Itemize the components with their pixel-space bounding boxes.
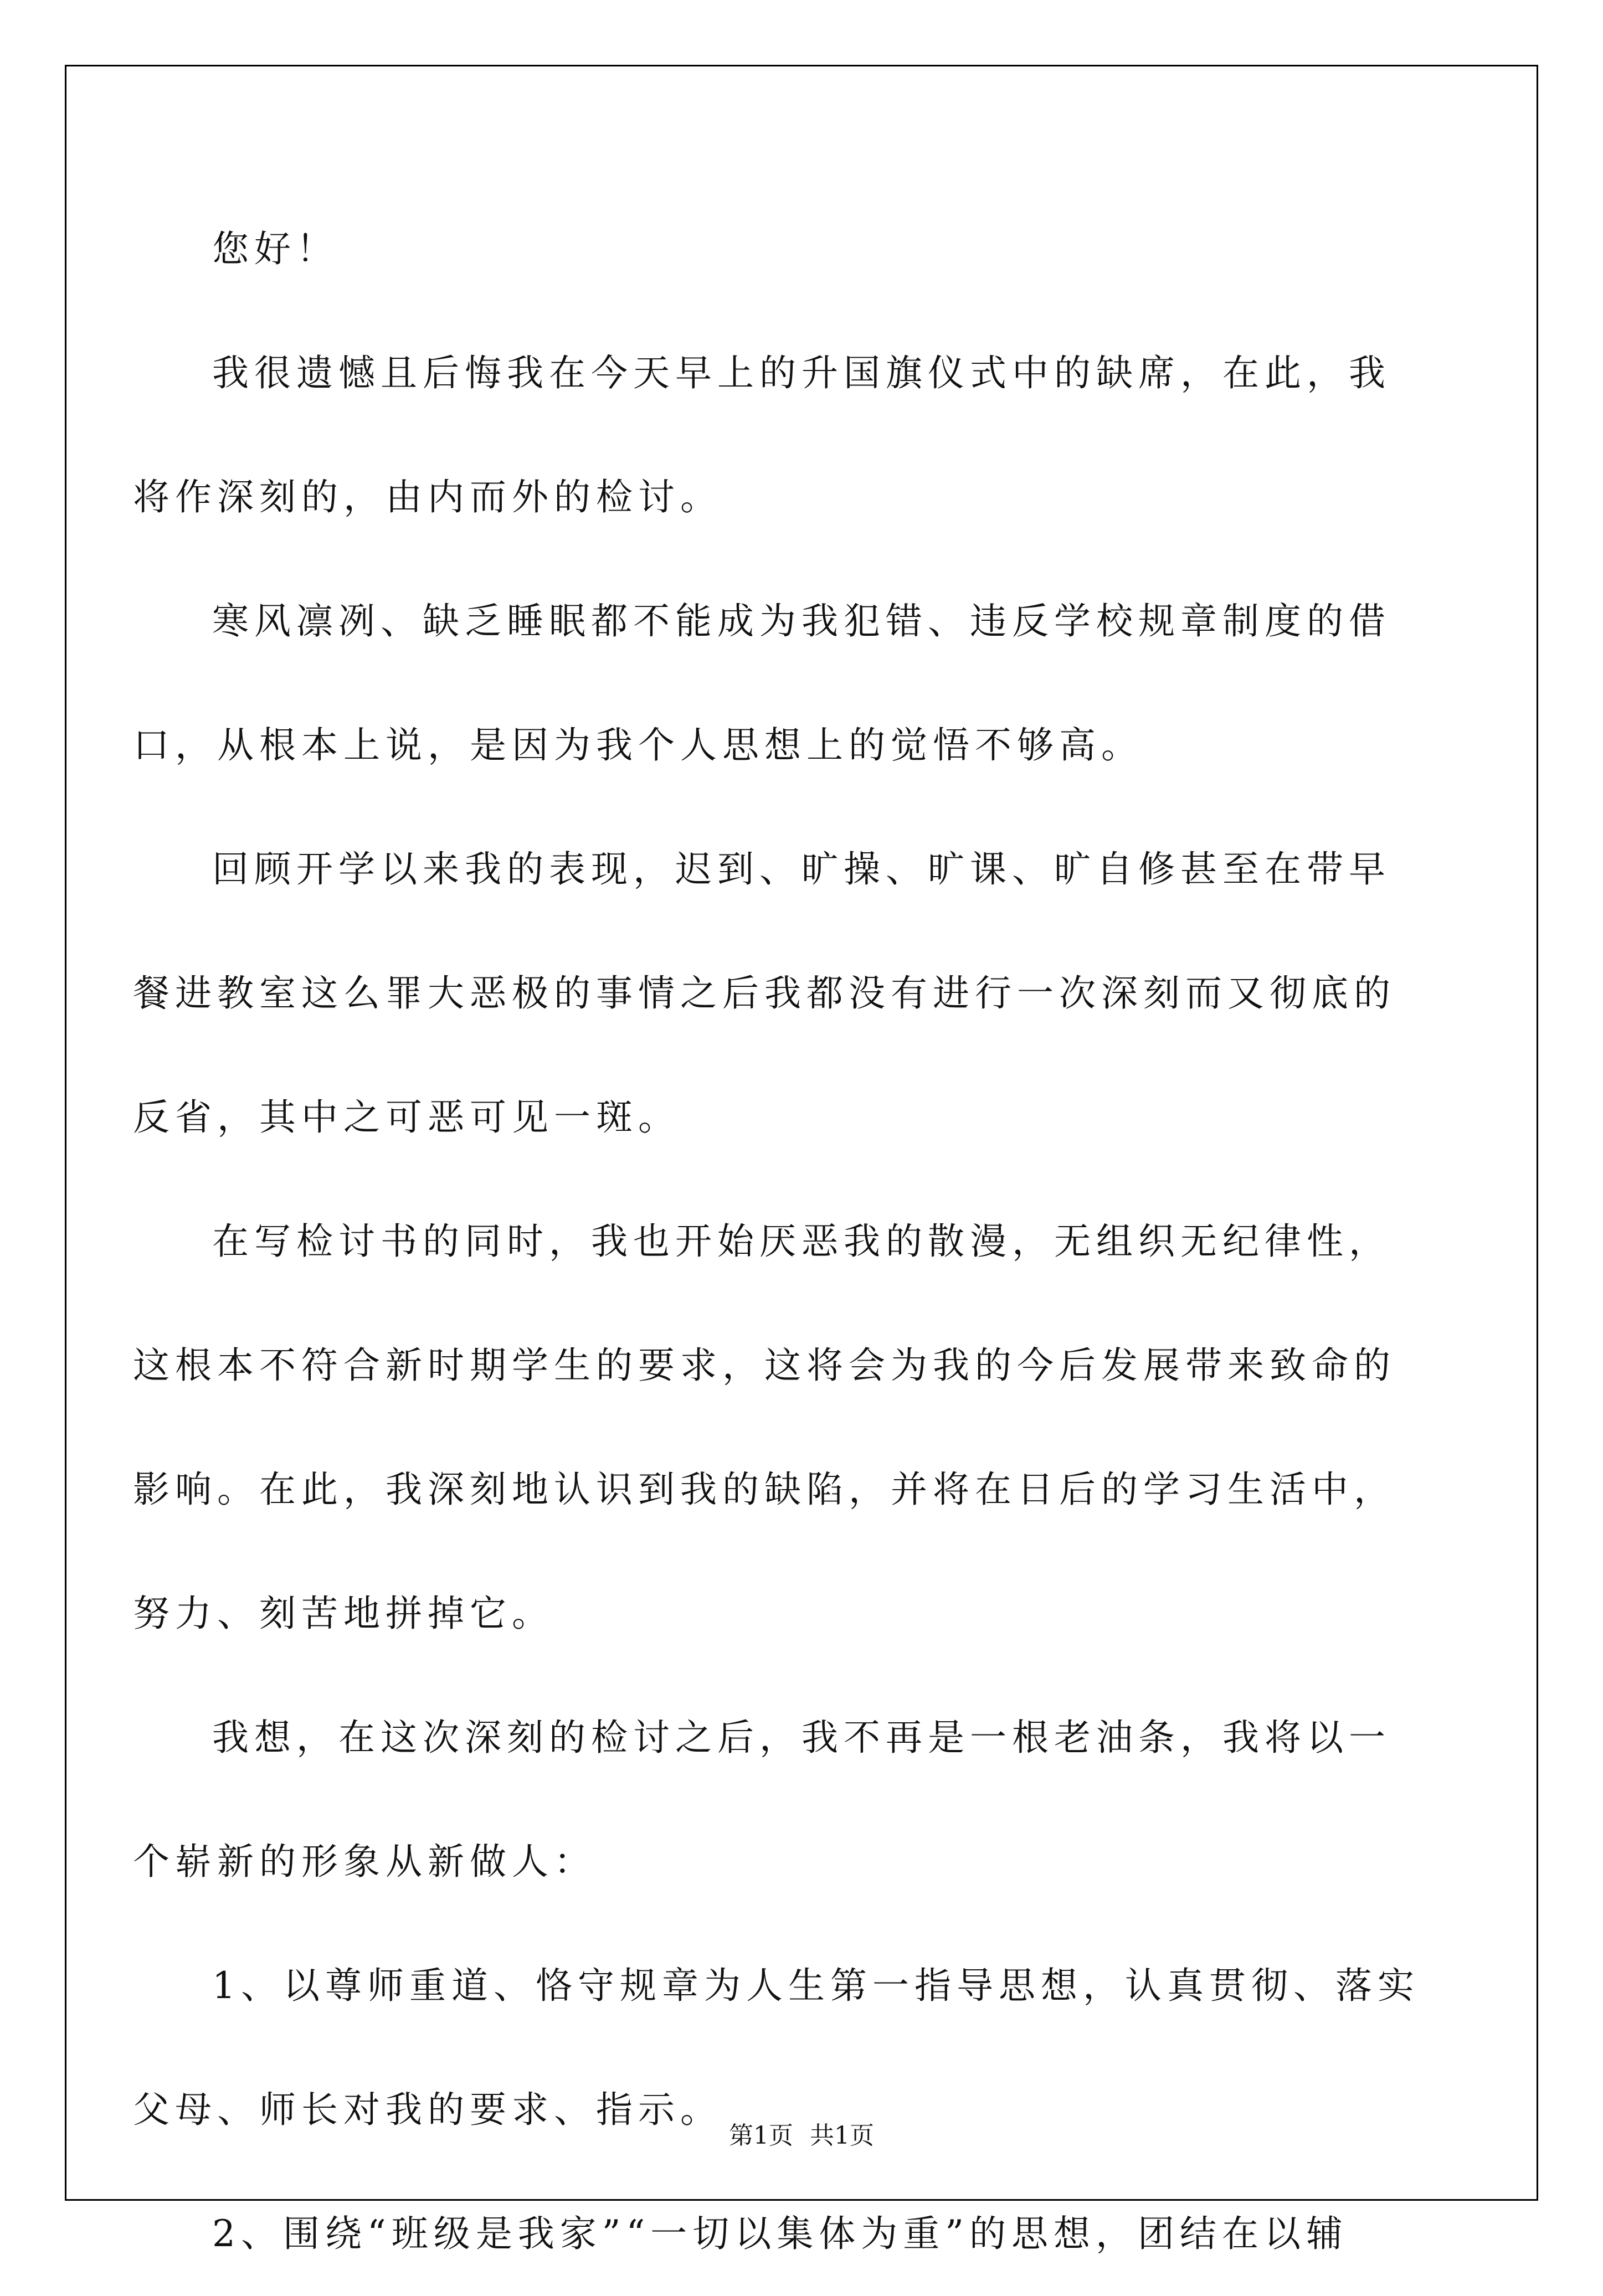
page-number: 第1页 (729, 2122, 793, 2150)
text-line: 个崭新的形象从新做人： (133, 1840, 596, 1883)
text-line: 将作深刻的，由内而外的检讨。 (133, 476, 722, 518)
text-line: 反省，其中之可恶可见一斑。 (133, 1096, 680, 1139)
text-line: 父母、师长对我的要求、指示。 (133, 2088, 722, 2131)
text-line: 餐进教室这么罪大恶极的事情之后我都没有进行一次深刻而又彻底的 (133, 972, 1396, 1015)
page-footer (0, 2115, 1603, 2151)
text-line: 在写检讨书的同时，我也开始厌恶我的散漫，无组织无纪律性， (212, 1220, 1391, 1263)
text-line: 这根本不符合新时期学生的要求，这将会为我的今后发展带来致命的 (133, 1344, 1396, 1387)
paragraph-regret (133, 311, 1429, 559)
text-line: 努力、刻苦地拼掉它。 (133, 1592, 554, 1635)
text-line: 您好！ (212, 228, 338, 270)
text-line: 2、围绕“班级是我家”“一切以集体为重”的思想，团结在以辅 (212, 2212, 1348, 2255)
text-line: 1、以尊师重道、恪守规章为人生第一指导思想，认真贯彻、落实 (212, 1964, 1420, 2007)
text-line: 我很遗憾且后悔我在今天早上的升国旗仪式中的缺席，在此，我 (212, 352, 1391, 394)
document-body (133, 0, 1429, 2296)
paragraph-resolution (133, 1676, 1429, 1924)
paragraph-greeting (133, 187, 1429, 311)
paragraph-item-2 (133, 2172, 1429, 2296)
text-line: 寒风凛冽、缺乏睡眠都不能成为我犯错、违反学校规章制度的借 (212, 600, 1391, 642)
paragraph-excuses (133, 559, 1429, 807)
paragraph-reflection (133, 1180, 1429, 1676)
paragraph-review (133, 807, 1429, 1180)
text-line: 影响。在此，我深刻地认识到我的缺陷，并将在日后的学习生活中， (133, 1468, 1396, 1511)
text-line: 口，从根本上说，是因为我个人思想上的觉悟不够高。 (133, 724, 1143, 766)
text-line: 我想，在这次深刻的检讨之后，我不再是一根老油条，我将以一 (212, 1716, 1391, 1759)
page-total: 共1页 (810, 2122, 874, 2150)
text-line: 回顾开学以来我的表现，迟到、旷操、旷课、旷自修甚至在带早 (212, 848, 1391, 890)
